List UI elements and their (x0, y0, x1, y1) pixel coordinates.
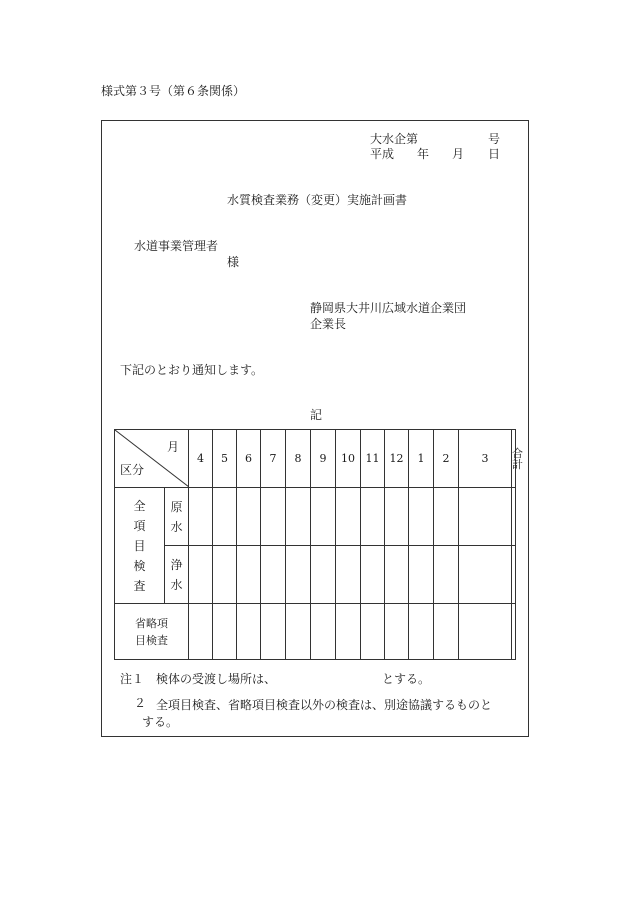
month-header: 7 (261, 430, 286, 488)
total-header (512, 430, 523, 488)
group-char: 査 (133, 578, 146, 593)
total-header-top: 合 (512, 446, 523, 460)
label-char: 原 (170, 499, 183, 514)
table-cell (409, 604, 434, 660)
table-cell (261, 488, 286, 546)
table-cell (286, 604, 311, 660)
table-cell (512, 604, 516, 660)
corner-month-label: 月 (166, 440, 179, 454)
date-day: 日 (488, 147, 501, 161)
doc-number-suffix: 号 (488, 132, 501, 146)
table-cell (237, 604, 261, 660)
table-cell (261, 546, 286, 604)
label-char: 浄 (170, 557, 183, 572)
table-cell (311, 546, 336, 604)
ki-heading: 記 (310, 408, 323, 422)
intro-text: 下記のとおり通知します。 (120, 363, 264, 377)
treated-water-label (165, 546, 189, 604)
table-cell (189, 546, 213, 604)
table-cell (336, 488, 361, 546)
table-cell (434, 604, 459, 660)
table-cell (385, 604, 409, 660)
document-title: 水質検査業務（変更）実施計画書 (227, 193, 408, 207)
table-cell (237, 488, 261, 546)
plan-table (114, 429, 523, 660)
sender-position: 企業長 (310, 317, 347, 331)
table-cell (286, 488, 311, 546)
date-year: 年 (417, 147, 430, 161)
table-cell (336, 546, 361, 604)
doc-number-prefix: 大水企第 (370, 132, 419, 146)
full-inspection-group-label (115, 488, 165, 604)
table-cell (385, 546, 409, 604)
note1-text: 検体の受渡し場所は、 (156, 672, 277, 686)
table-cell (311, 488, 336, 546)
month-header: 12 (385, 430, 409, 488)
table-cell (385, 488, 409, 546)
group-char: 検 (133, 558, 146, 573)
month-header: 10 (336, 430, 361, 488)
month-header: 9 (311, 430, 336, 488)
note2-label: ２ (134, 696, 147, 710)
table-cell (361, 546, 385, 604)
table-cell (261, 604, 286, 660)
label-char: 水 (170, 577, 183, 592)
table-cell (459, 546, 512, 604)
month-header: 3 (459, 430, 512, 488)
table-cell (434, 488, 459, 546)
abbreviated-label-line2: 目検査 (135, 633, 168, 647)
note1-label: 注１ (120, 672, 145, 686)
group-char: 全 (133, 498, 146, 513)
table-cell (361, 604, 385, 660)
table-cell (434, 546, 459, 604)
group-char: 目 (133, 538, 146, 553)
table-cell (213, 546, 237, 604)
date-month: 月 (452, 147, 465, 161)
table-cell (512, 546, 516, 604)
month-header: 11 (361, 430, 385, 488)
table-cell (189, 488, 213, 546)
table-row-raw-water (115, 488, 516, 546)
month-header: 8 (286, 430, 311, 488)
raw-water-label (165, 488, 189, 546)
abbreviated-label-line1: 省略項 (135, 616, 168, 630)
month-header: 4 (189, 430, 213, 488)
table-cell (213, 488, 237, 546)
corner-category-label: 区分 (120, 463, 145, 477)
table-cell (459, 488, 512, 546)
month-header: 6 (237, 430, 261, 488)
month-header: 2 (434, 430, 459, 488)
table-cell (213, 604, 237, 660)
total-header-bottom: 計 (512, 457, 523, 471)
month-header: 5 (213, 430, 237, 488)
note1-end: とする。 (382, 672, 431, 686)
table-cell (237, 546, 261, 604)
date-era: 平成 (370, 147, 395, 161)
month-header: 1 (409, 430, 434, 488)
form-label: 様式第３号（第６条関係） (101, 84, 246, 98)
sender-organization: 静岡県大井川広域水道企業団 (310, 301, 467, 315)
abbreviated-inspection-label (115, 604, 189, 660)
group-char: 項 (133, 518, 146, 533)
table-cell (336, 604, 361, 660)
corner-cell (115, 430, 189, 488)
table-cell (189, 604, 213, 660)
recipient-honorific: 様 (227, 255, 240, 269)
table-cell (409, 488, 434, 546)
table-cell (361, 488, 385, 546)
table-cell (409, 546, 434, 604)
table-header-row (115, 430, 516, 488)
table-cell (311, 604, 336, 660)
table-row-abbreviated (115, 604, 516, 660)
note2-text: 全項目検査、省略項目検査以外の検査は、別途協議するものとする。 (142, 698, 493, 729)
table-cell (459, 604, 512, 660)
table-cell (286, 546, 311, 604)
table-cell (512, 488, 516, 546)
label-char: 水 (170, 519, 183, 534)
table-row-treated-water (115, 546, 516, 604)
recipient-name: 水道事業管理者 (134, 239, 219, 253)
